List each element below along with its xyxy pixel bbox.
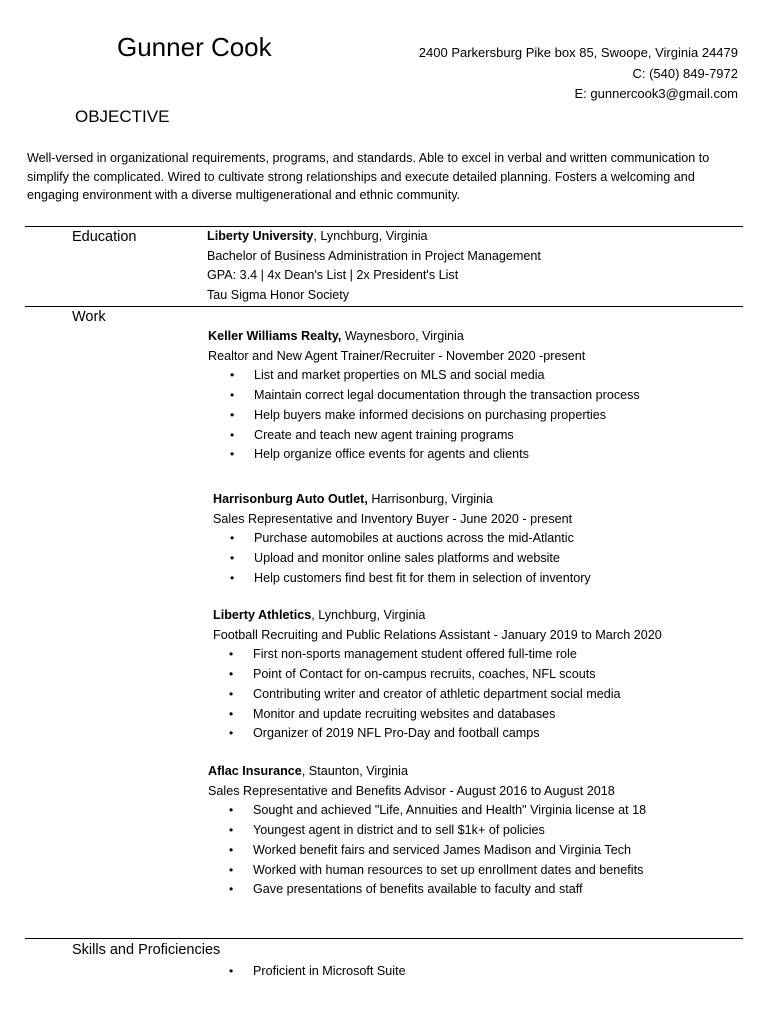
skills-list — [207, 962, 406, 982]
list-item: • Point of Contact for on-campus recruits, coaches, NFL scouts — [207, 665, 662, 685]
list-item: • Help buyers make informed decisions on purchasing properties — [208, 406, 640, 426]
bullet-icon: • — [229, 686, 234, 701]
degree: Bachelor of Business Administration in Project Management — [207, 248, 541, 263]
job-title: Sales Representative and Benefits Advisor - August 2016 to August 2018 — [208, 783, 615, 798]
objective-heading: OBJECTIVE — [75, 107, 170, 126]
list-item: • Maintain correct legal documentation through the transaction process — [208, 386, 640, 406]
applicant-name: Gunner Cook — [117, 32, 272, 62]
bullet-icon: • — [230, 407, 235, 422]
bullet-icon: • — [229, 667, 234, 682]
list-item: • Gave presentations of benefits available to faculty and staff — [207, 880, 646, 900]
phone: C: (540) 849-7972 — [632, 65, 738, 81]
job-duties — [207, 645, 662, 744]
bullet-icon: • — [230, 427, 235, 442]
list-item: • Purchase automobiles at auctions across the mid-Atlantic — [208, 529, 591, 549]
bullet-icon: • — [229, 706, 234, 721]
list-item: • Upload and monitor online sales platforms and website — [208, 549, 591, 569]
list-item: • Monitor and update recruiting websites and databases — [207, 705, 662, 725]
list-item: • Worked with human resources to set up enrollment dates and benefits — [207, 861, 646, 881]
bullet-icon: • — [229, 647, 234, 662]
list-item: • Contributing writer and creator of athletic department social media — [207, 685, 662, 705]
bullet-icon: • — [229, 882, 234, 897]
skills-block — [207, 962, 406, 982]
section-divider — [25, 938, 743, 939]
job-entry — [213, 606, 662, 744]
education-block — [207, 227, 541, 306]
bullet-icon: • — [229, 842, 234, 857]
job-entry — [213, 490, 591, 589]
school-name: Liberty University — [207, 229, 314, 243]
job-entry — [208, 327, 640, 465]
bullet-icon: • — [230, 531, 235, 546]
job-employer-line — [208, 762, 646, 782]
objective-text: Well-versed in organizational requirements, programs, and standards. Able to excel in verbal and written communication to simplify the complicated. Wired to cultivate strong relationships and execute detailed planning. Fosters a welcoming and engaging environment with a diverse multigenerational and ethnic community. — [27, 151, 710, 203]
list-item: • First non-sports management student offered full-time role — [207, 645, 662, 665]
job-duties — [207, 801, 646, 900]
school-location: , Lynchburg, Virginia — [313, 229, 428, 243]
list-item: • Sought and achieved "Life, Annuities and Health" Virginia license at 18 — [207, 801, 646, 821]
gpa-honors: GPA: 3.4 | 4x Dean's List | 2x President's List — [207, 268, 459, 283]
contact-info — [419, 43, 738, 105]
job-employer-line — [213, 490, 591, 510]
job-duties — [208, 529, 591, 588]
honor-society: Tau Sigma Honor Society — [207, 288, 350, 303]
bullet-icon: • — [229, 862, 234, 877]
list-item: • Worked benefit fairs and serviced James Madison and Virginia Tech — [207, 841, 646, 861]
list-item: • Organizer of 2019 NFL Pro-Day and football camps — [207, 724, 662, 744]
address: 2400 Parkersburg Pike box 85, Swoope, Virginia 24479 — [418, 45, 738, 60]
bullet-icon: • — [229, 964, 234, 978]
education-heading: Education — [72, 229, 137, 245]
list-item: • Help organize office events for agents and clients — [208, 445, 640, 465]
employer-name: Keller Williams Realty, — [208, 329, 342, 343]
employer-location: , Staunton, Virginia — [301, 764, 408, 778]
list-item: • Proficient in Microsoft Suite — [207, 962, 406, 982]
job-employer-line — [213, 606, 662, 626]
list-item: • Youngest agent in district and to sell $1k+ of policies — [207, 821, 646, 841]
bullet-icon: • — [230, 551, 235, 566]
bullet-icon: • — [229, 823, 234, 838]
email: E: gunnercook3@gmail.com — [574, 86, 738, 101]
job-entry — [208, 762, 646, 900]
employer-location: , Lynchburg, Virginia — [311, 608, 426, 622]
list-item: • List and market properties on MLS and social media — [208, 366, 640, 386]
employer-name: Harrisonburg Auto Outlet, — [213, 492, 368, 506]
employer-name: Aflac Insurance — [208, 764, 302, 778]
bullet-icon: • — [230, 570, 235, 585]
employer-location: Waynesboro, Virginia — [341, 329, 464, 343]
job-title: Sales Representative and Inventory Buyer - June 2020 - present — [213, 511, 573, 526]
list-item: • Create and teach new agent training programs — [208, 426, 640, 446]
employer-name: Liberty Athletics — [213, 608, 312, 622]
bullet-icon: • — [230, 447, 235, 462]
skills-heading: Skills and Proficiencies — [72, 942, 221, 958]
bullet-icon: • — [229, 726, 234, 741]
list-item: • Help customers find best fit for them in selection of inventory — [208, 569, 591, 589]
work-heading: Work — [72, 309, 106, 325]
employer-location: Harrisonburg, Virginia — [367, 492, 493, 506]
education-school-line — [207, 227, 541, 247]
job-title: Realtor and New Agent Trainer/Recruiter - November 2020 -present — [208, 348, 586, 363]
bullet-icon: • — [230, 388, 235, 403]
job-title: Football Recruiting and Public Relations Assistant - January 2019 to March 2020 — [213, 627, 662, 642]
job-duties — [208, 366, 640, 465]
bullet-icon: • — [230, 368, 235, 383]
job-employer-line — [208, 327, 640, 347]
bullet-icon: • — [229, 803, 234, 818]
section-divider — [25, 306, 743, 307]
